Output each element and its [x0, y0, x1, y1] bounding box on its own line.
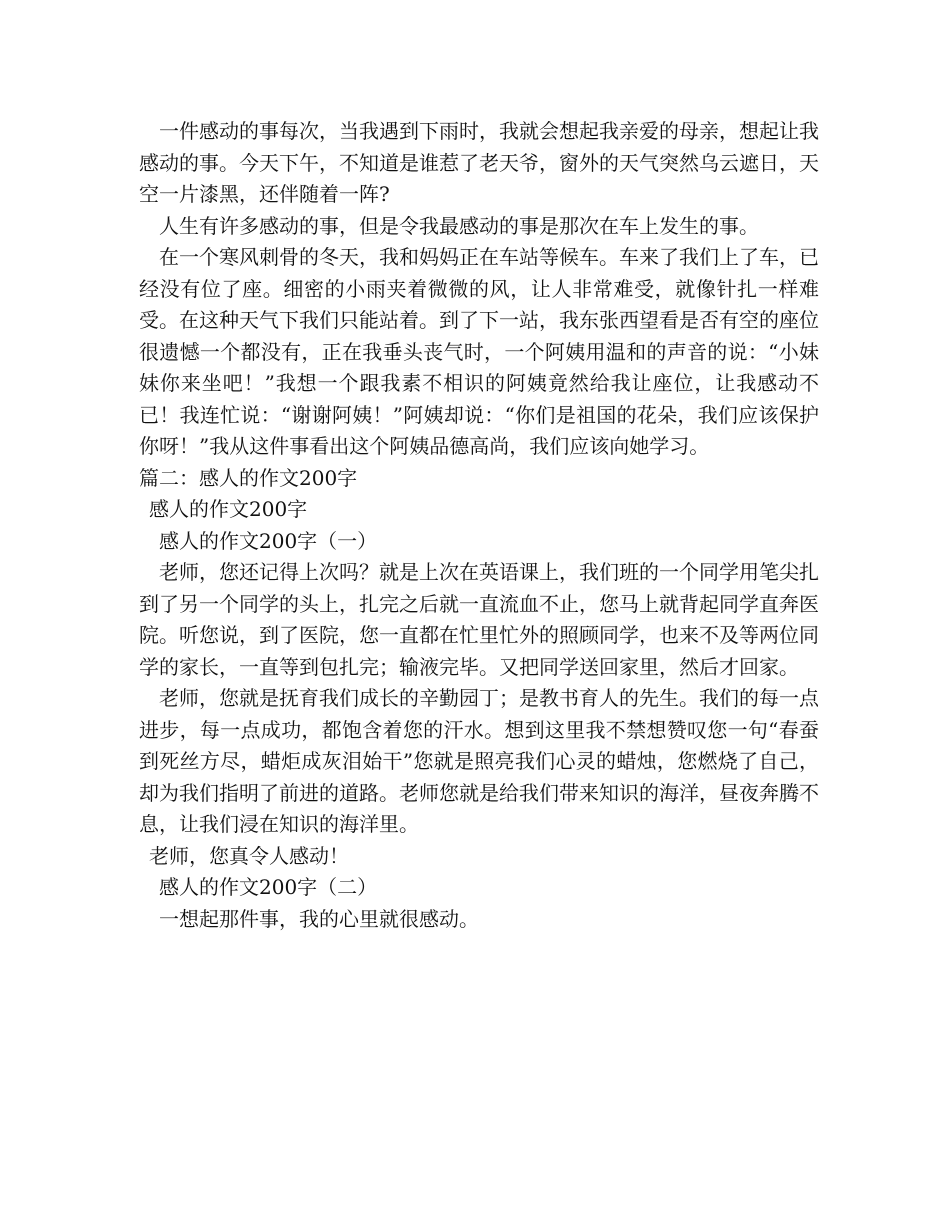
paragraph: 老师，您就是抚育我们成长的辛勤园丁；是教书育人的先生。我们的每一点进步，每一点成功，都饱含着您的汗水。想到这里我不禁想赞叹您一句“春蚕到死丝方尽，蜡炬成灰泪始干”您就是照亮我们心灵的蜡烛，您燃烧了自己，却为我们指明了前进的道路。老师您就是给我们带来知识的海洋，昼夜奔腾不息，让我们浸在知识的海洋里。: [139, 686, 819, 836]
paragraph: 老师，您真令人感动！: [149, 843, 349, 868]
subsection-heading: 感人的作文200字（二）: [159, 875, 378, 899]
paragraph: 在一个寒风刺骨的冬天，我和妈妈正在车站等候车。车来了我们上了车，已经没有位了座。细密的小雨夹着微微的风，让人非常难受，就像针扎一样难受。在这种天气下我们只能站着。到了下一站，我东张西望看是否有空的座位很遗憾一个都没有，正在我垂头丧气时，一个阿姨用温和的声音的说：“小妹妹你来坐吧！”我想一个跟我素不相识的阿姨竟然给我让座位，让我感动不已！我连忙说：“谢谢阿姨！”阿姨却说：“你们是祖国的花朵，我们应该保护你呀！”我从这件事看出这个阿姨品德高尚，我们应该向她学习。: [139, 245, 819, 458]
article-title: 感人的作文200字: [149, 497, 308, 521]
section-heading: 篇二：感人的作文200字: [139, 465, 358, 490]
paragraph: 一想起那件事，我的心里就很感动。: [159, 906, 479, 931]
paragraph: 人生有许多感动的事，但是令我最感动的事是那次在车上发生的事。: [159, 213, 759, 238]
subsection-heading: 感人的作文200字（一）: [159, 528, 378, 553]
paragraph: 老师，您还记得上次吗？就是上次在英语课上，我们班的一个同学用笔尖扎到了另一个同学的头上，扎完之后就一直流血不止，您马上就背起同学直奔医院。听您说，到了医院，您一直都在忙里忙外的照顾同学，也来不及等两位同学的家长，一直等到包扎完；输液完毕。又把同学送回家里，然后才回家。: [139, 560, 819, 679]
paragraph: 一件感动的事每次，当我遇到下雨时，我就会想起我亲爱的母亲，想起让我感动的事。今天下午，不知道是谁惹了老天爷，窗外的天气突然乌云遮日，天空一片漆黑，还伴随着一阵?: [139, 119, 819, 206]
document-body: [139, 116, 819, 935]
